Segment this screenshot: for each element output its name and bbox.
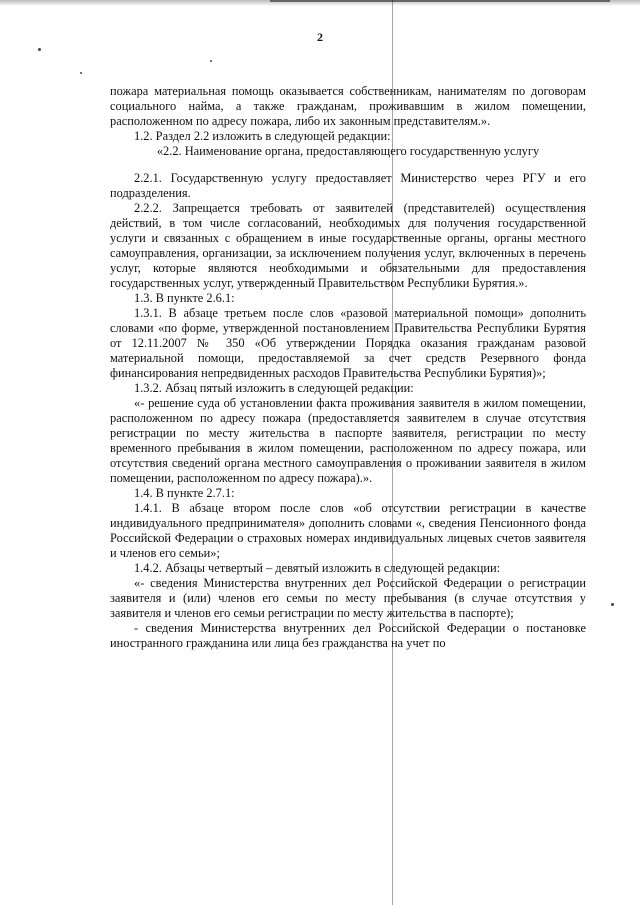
paragraph: 1.4. В пункте 2.7.1:	[134, 486, 235, 500]
paragraph: 2.2.2. Запрещается требовать от заявителей (представителей) осуществления действий, в том числе согласований, необходимых для получения государственной услуги и связанных с обращением в иные государственные органы, органы местного самоуправления, организации, за исключением получения услуг, включенных в перечень услуг, которые являются необходимыми и обязательными для предоставления государственных услуг, утвержденный Правительством Республики Бурятия.».	[110, 201, 586, 290]
paragraph: 1.4.2. Абзацы четвертый – девятый изложить в следующей редакции:	[134, 561, 501, 575]
scan-speck	[80, 72, 82, 74]
paragraph: 1.3. В пункте 2.6.1:	[134, 291, 235, 305]
paragraph: 1.2. Раздел 2.2 изложить в следующей редакции:	[134, 129, 391, 143]
scan-header-line	[270, 0, 610, 2]
scan-speck	[210, 60, 212, 62]
paragraph: «- решение суда об установлении факта проживания заявителя в жилом помещении, расположенном по адресу пожара (предоставляется заявителем в случае отсутствия регистрации по месту жительства в паспорте заявителя, регистрации по месту временного пребывания в жилом помещении, расположенном по адресу пожара, или отсутствия сведений органа местного самоуправления о проживании заявителя в жилом помещении, расположенном по адресу пожара).».	[110, 396, 586, 485]
scan-speck	[611, 603, 614, 606]
paragraph: 2.2.1. Государственную услугу предоставляет Министерство через РГУ и его подразделения.	[110, 171, 586, 200]
scan-speck	[38, 48, 41, 51]
paragraph: «2.2. Наименование органа, предоставляющего государственную услугу	[156, 144, 540, 158]
paragraph: 1.3.1. В абзаце третьем после слов «разовой материальной помощи» дополнить словами «по форме, утвержденной постановлением Правительства Республики Бурятия от 12.11.2007 № 350 «Об утверждении Порядка оказания гражданам разовой материальной помощи, предоставляемой за счет средств Резервного фонда финансирования непредвиденных расходов Правительства Республики Бурятия)»;	[110, 306, 586, 380]
paragraph: пожара материальная помощь оказывается собственникам, нанимателям по договорам социального найма, а также гражданам, проживавшим в жилом помещении, расположенном по адресу пожара, либо их законным представителям.».	[110, 84, 586, 128]
paragraph: «- сведения Министерства внутренних дел Российской Федерации о регистрации заявителя и (или) членов его семьи по месту пребывания (в случае отсутствия у заявителя и членов его семьи регистрации по месту жительства в паспорте);	[110, 576, 586, 620]
page-number: 2	[317, 30, 323, 44]
document-body	[110, 84, 586, 651]
paragraph: 1.3.2. Абзац пятый изложить в следующей редакции:	[134, 381, 414, 395]
paragraph: 1.4.1. В абзаце втором после слов «об отсутствии регистрации в качестве индивидуального предпринимателя» дополнить словами «, сведения Пенсионного фонда Российской Федерации о страховых номерах индивидуальных лицевых счетов заявителя и членов его семьи»;	[110, 501, 586, 560]
paragraph: - сведения Министерства внутренних дел Российской Федерации о постановке иностранного гражданина или лица без гражданства на учет по	[110, 621, 586, 650]
